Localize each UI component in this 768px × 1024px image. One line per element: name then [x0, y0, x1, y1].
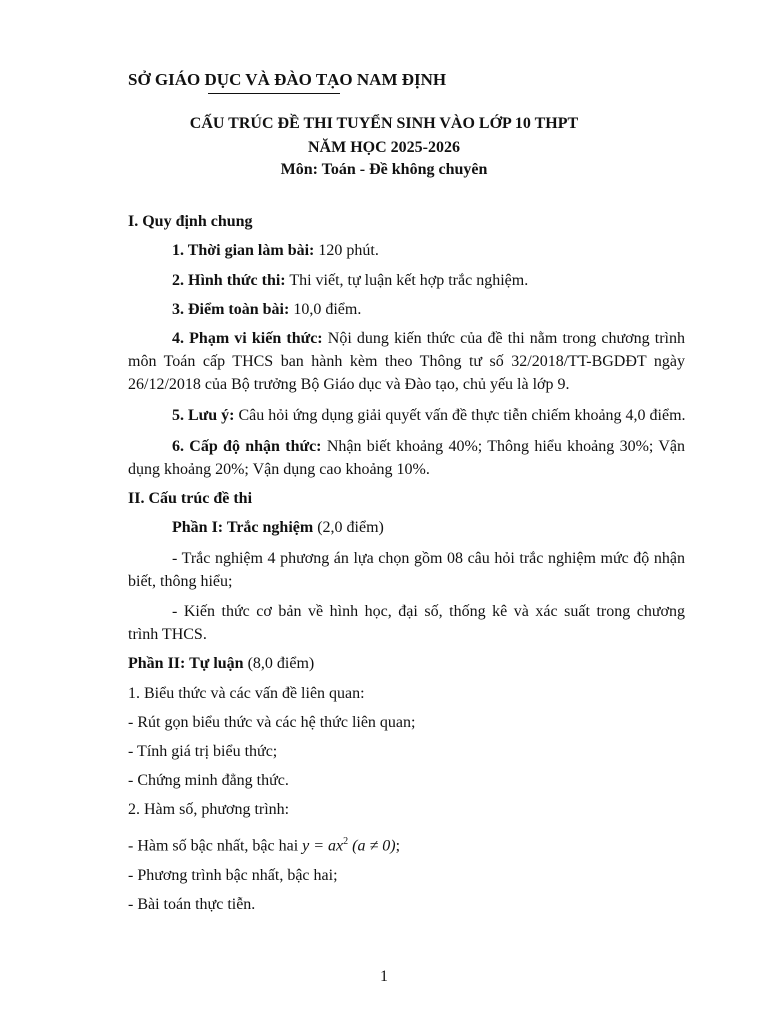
part2-heading [128, 654, 314, 674]
topic2-bullet3: - Bài toán thực tiễn. [128, 896, 256, 913]
rule-format-text: Thi viết, tự luận kết hợp trắc nghiệm. [285, 272, 529, 289]
topic1-bullet3: - Chứng minh đẳng thức. [128, 772, 289, 789]
rule-score-text: 10,0 điểm. [289, 301, 362, 318]
topic2-bullet1-text: - Hàm số bậc nhất, bậc hai [128, 837, 303, 855]
exam-structure-title: CẤU TRÚC ĐỀ THI TUYỂN SINH VÀO LỚP 10 THPT [189, 115, 579, 132]
part2-score: (8,0 điểm) [243, 655, 315, 672]
rule-format-label: 2. Hình thức thi: [172, 272, 286, 289]
rule-format [172, 271, 528, 291]
rule-scope-line3: 26/12/2018 của Bộ trưởng Bộ Giáo dục và Đào tạo, chủ yếu là lớp 9. [128, 376, 570, 393]
rule-time-text: 120 phút. [314, 242, 379, 259]
rule-score-label: 3. Điểm toàn bài: [172, 301, 290, 318]
rule-note-text: Câu hỏi ứng dụng giải quyết vấn đề thực tiễn chiếm khoảng 4,0 điểm. [234, 407, 686, 424]
section-structure-heading: II. Cấu trúc đề thi [128, 490, 253, 507]
department-underline [208, 93, 340, 94]
formula-condition: (a ≠ 0) [348, 837, 396, 855]
department-name: SỞ GIÁO DỤC VÀ ĐÀO TẠO NAM ĐỊNH [128, 70, 447, 89]
topic2-bullet2: - Phương trình bậc nhất, bậc hai; [128, 867, 338, 884]
section-general-heading: I. Quy định chung [128, 213, 253, 230]
topic1-bullet1: - Rút gọn biểu thức và các hệ thức liên quan; [128, 714, 416, 731]
rule-score [172, 300, 361, 320]
topic2-bullet1 [128, 832, 400, 856]
school-year: NĂM HỌC 2025-2026 [308, 139, 460, 156]
part1-bullet2-line1: - Kiến thức cơ bản về hình học, đại số, thống kê và xác suất trong chương [172, 603, 685, 620]
rule-cognitive-line2: dụng khoảng 20%; Vận dụng cao khoảng 10%. [128, 461, 430, 478]
part1-label: Phần I: Trắc nghiệm [172, 519, 314, 536]
rule-cognitive-text: Nhận biết khoảng 40%; Thông hiểu khoảng 30%; Vận [321, 438, 686, 455]
part1-score: (2,0 điểm) [313, 519, 384, 536]
rule-cognitive-line1 [172, 437, 685, 457]
formula-end: ; [395, 837, 401, 855]
rule-time-label: 1. Thời gian làm bài: [172, 242, 315, 259]
topic1-bullet2: - Tính giá trị biểu thức; [128, 743, 278, 760]
topic1-heading: 1. Biểu thức và các vấn đề liên quan: [128, 685, 365, 702]
formula-exponent: 2 [343, 836, 349, 847]
part1-bullet1-line2: biết, thông hiểu; [128, 573, 233, 590]
rule-note-label: 5. Lưu ý: [172, 407, 235, 424]
rule-cognitive-label: 6. Cấp độ nhận thức: [172, 438, 322, 455]
page-number: 1 [380, 968, 388, 985]
part1-heading [172, 518, 384, 538]
topic2-heading: 2. Hàm số, phương trình: [128, 801, 290, 818]
rule-note [172, 406, 686, 426]
rule-scope-line2: môn Toán cấp THCS ban hành kèm theo Thông tư số 32/2018/TT-BGDĐT ngày [128, 353, 685, 370]
rule-time [172, 241, 379, 261]
rule-scope-text: Nội dung kiến thức của đề thi nằm trong chương trình [322, 330, 686, 347]
quadratic-formula: y = ax [302, 837, 344, 855]
part1-bullet1-line1: - Trắc nghiệm 4 phương án lựa chọn gồm 08 câu hỏi trắc nghiệm mức độ nhận [172, 550, 685, 567]
part2-label: Phần II: Tự luận [128, 655, 244, 672]
subject-line: Môn: Toán - Đề không chuyên [280, 161, 488, 178]
rule-scope-label: 4. Phạm vi kiến thức: [172, 330, 323, 347]
rule-scope-line1 [172, 329, 685, 349]
part1-bullet2-line2: trình THCS. [128, 626, 207, 643]
